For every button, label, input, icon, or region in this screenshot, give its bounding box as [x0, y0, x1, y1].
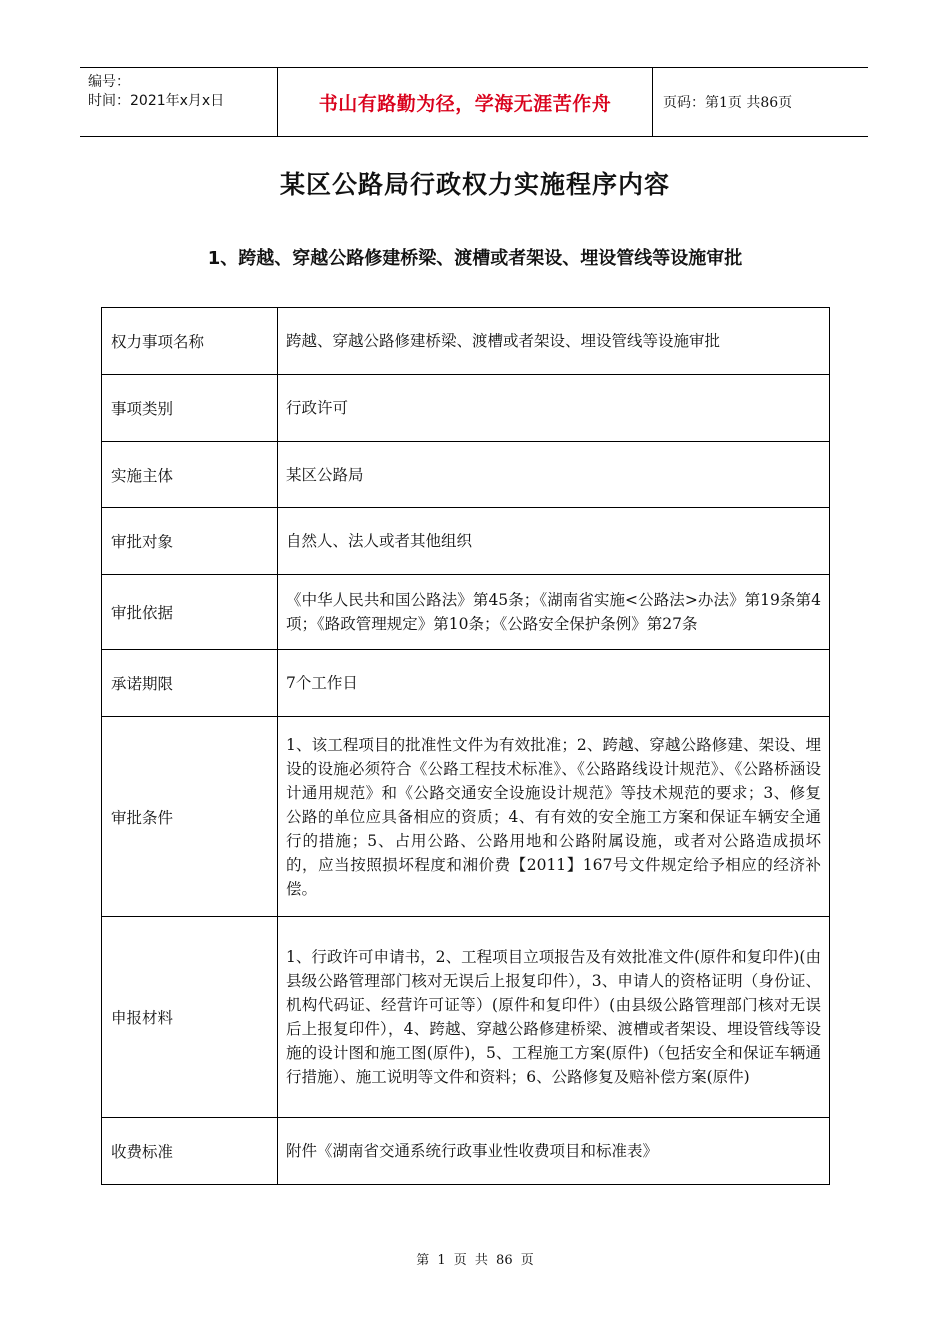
row-value: 附件《湖南省交通系统行政事业性收费项目和标准表》: [278, 1118, 830, 1185]
row-label: 实施主体: [102, 442, 278, 508]
table-row: [102, 650, 830, 717]
row-value: 《中华人民共和国公路法》第45条；《湖南省实施<公路法>办法》第19条第4项；《路政管理规定》第10条；《公路安全保护条例》第27条: [278, 575, 830, 650]
row-value: 1、该工程项目的批准性文件为有效批准；2、跨越、穿越公路修建、架设、埋设的设施必须符合《公路工程技术标准》、《公路路线设计规范》、《公路桥涵设计通用规范》和《公路交通安全设施设计规范》等技术规范的要求；3、修复公路的单位应具备相应的资质；4、有有效的安全施工方案和保证车辆安全通行的措施；5、占用公路、公路用地和公路附属设施，或者对公路造成损坏的，应当按照损坏程度和湘价费【2011】167号文件规定给予相应的经济补偿。: [278, 717, 830, 917]
table-row: [102, 442, 830, 508]
row-label: 审批对象: [102, 508, 278, 575]
row-label: 事项类别: [102, 375, 278, 442]
row-value: 7个工作日: [278, 650, 830, 717]
row-value: 某区公路局: [278, 442, 830, 508]
row-value: 行政许可: [278, 375, 830, 442]
table-row: [102, 917, 830, 1118]
row-value: 跨越、穿越公路修建桥梁、渡槽或者架设、埋设管线等设施审批: [278, 308, 830, 375]
table-row: [102, 1118, 830, 1185]
row-value: 1、行政许可申请书，2、工程项目立项报告及有效批准文件(原件和复印件)(由县级公路管理部门核对无误后上报复印件），3、申请人的资格证明（身份证、机构代码证、经营许可证等）(原件和复印件）(由县级公路管理部门核对无误后上报复印件），4、跨越、穿越公路修建桥梁、渡槽或者架设、埋设管线等设施的设计图和施工图(原件)，5、工程施工方案(原件)（包括安全和保证车辆通行措施）、施工说明等文件和资料；6、公路修复及赔补偿方案(原件): [278, 917, 830, 1118]
row-label: 承诺期限: [102, 650, 278, 717]
header-page-info: 页码：第1页 共86页: [663, 95, 793, 111]
row-label: 审批条件: [102, 717, 278, 917]
document-title: 某区公路局行政权力实施程序内容: [279, 170, 670, 199]
table-row: [102, 717, 830, 917]
header-motto: 书山有路勤为径，学海无涯苦作舟: [278, 68, 653, 136]
table-row: [102, 308, 830, 375]
power-item-table: [101, 307, 830, 1185]
page-footer: 第 1 页 共 86 页: [416, 1253, 534, 1268]
row-label: 申报材料: [102, 917, 278, 1118]
page-header: [80, 67, 868, 137]
row-label: 收费标准: [102, 1118, 278, 1185]
document-number-label: 编号：: [88, 74, 130, 90]
document-date: 时间：2021年x月x日: [88, 93, 225, 109]
row-label: 审批依据: [102, 575, 278, 650]
header-meta: [80, 68, 278, 136]
table-row: [102, 508, 830, 575]
row-value: 自然人、法人或者其他组织: [278, 508, 830, 575]
table-row: [102, 375, 830, 442]
section-title: 1、跨越、穿越公路修建桥梁、渡槽或者架设、埋设管线等设施审批: [207, 248, 743, 269]
table-row: [102, 575, 830, 650]
row-label: 权力事项名称: [102, 308, 278, 375]
